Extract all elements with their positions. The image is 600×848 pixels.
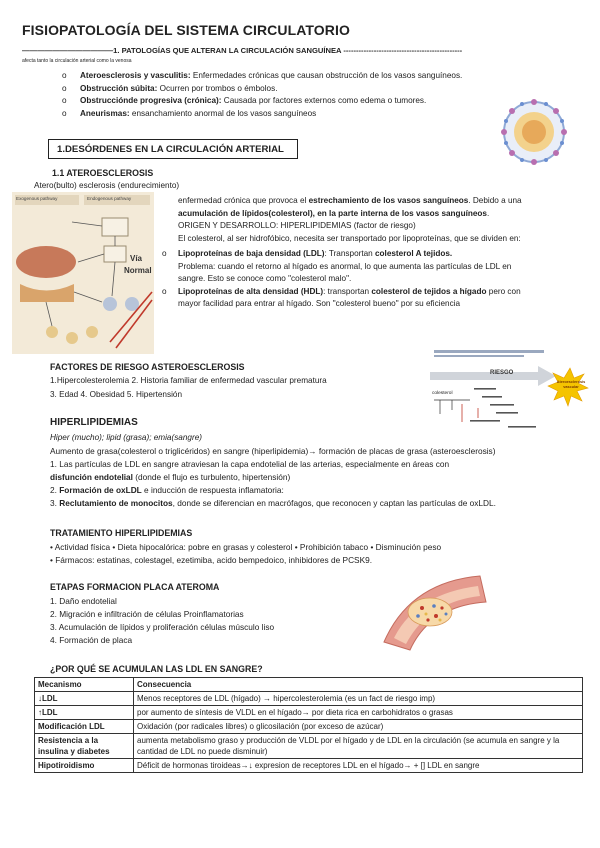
colesterol-label: colesterol <box>432 391 453 396</box>
risk-factors-heading: FACTORES DE RIESGO ASTEROESCLEROSIS <box>50 362 245 372</box>
text-line: 1. Las partículas de LDL en sangre atraviesan la capa endotelial de las arterias, especialmente en áreas con <box>50 459 450 469</box>
mechanism-table <box>34 677 583 773</box>
hyperlipidemia-etymology: Hiper (mucho); lipid (grasa); emia(sangre) <box>50 433 202 442</box>
risk-diagram <box>430 348 590 440</box>
text-line: disfunción endotelial (donde el flujo es turbulento, hipertensión) <box>50 472 291 482</box>
arterial-disorders-heading: 1.DESÓRDENES EN LA CIRCULACIÓN ARTERIAL <box>48 139 298 159</box>
cholesterol-line: El colesterol, al ser hidrofóbico, necesita ser transportado por lipoproteínas, que se dividen en: <box>178 233 521 243</box>
list-item: 4. Formación de placa <box>50 635 133 645</box>
table-header-row <box>35 678 583 692</box>
item-text: Ocurren por trombos o émbolos. <box>157 83 278 93</box>
dashes-left: ———————————— <box>22 46 114 55</box>
list-item <box>60 83 462 96</box>
atherosclerosis-heading: 1.1 ATEROESCLEROSIS <box>52 168 154 178</box>
risk-figure <box>430 348 590 440</box>
bullet-marker: o <box>62 71 67 80</box>
cell-consequence: Oxidación (por radicales libres) o glicosilación (por exceso de azúcar) <box>134 720 583 734</box>
text-line: 3. Reclutamiento de monocitos, donde se diferencian en macrófagos, que reconocen y captan las partículas de oxLDL. <box>50 498 496 508</box>
cell-consequence: Déficit de hormonas tiroideas→↓ expresion de receptores LDL en el hígado→ + [] LDL en sangre <box>134 759 583 773</box>
text-line: acumulación de lípidos(colesterol), en la parte interna de los vasos sanguíneos. <box>178 208 490 218</box>
artery-illustration <box>380 572 490 654</box>
risk-label: RIESGO <box>490 370 514 376</box>
hdl-line-2: mayor facilidad para entrar al hígado. Son "colesterol bueno" por su eficiencia <box>178 299 461 309</box>
atherosclerosis-text <box>178 195 588 245</box>
ldl-line: o Lipoproteínas de baja densidad (LDL): Transportan colesterol A tejidos. <box>162 249 453 258</box>
header-consequence: Consecuencia <box>134 678 583 692</box>
hdl-line: o Lipoproteínas de alta densidad (HDL): transportan colesterol de tejidos a hígado pero con <box>162 286 521 296</box>
stages-list <box>50 595 274 647</box>
origin-line: ORIGEN Y DESARROLLO: HIPERLIPIDEMIAS (factor de riesgo) <box>178 221 416 231</box>
cell-mechanism: Modificación LDL <box>35 720 134 734</box>
risk-factors-line2: 3. Edad 4. Obesidad 5. Hipertensión <box>50 390 182 399</box>
why-ldl-heading: ¿POR QUÉ SE ACUMULAN LAS LDL EN SANGRE? <box>50 664 263 674</box>
cell-mechanism: ↑LDL <box>35 706 134 720</box>
lipoprotein-list <box>162 248 588 311</box>
lipoprotein-illustration <box>498 96 570 168</box>
risk-factors-line1: 1.Hipercolesterolemia 2. Historia familiar de enfermedad vascular prematura <box>50 376 327 385</box>
text-line: • Fármacos: estatinas, colestagel, ezetimiba, acido bempedoico, inhibidores de PCSK9. <box>50 555 373 565</box>
text-line: 2. Formación de oxLDL e inducción de respuesta inflamatoria: <box>50 485 284 495</box>
sun-label: Ateroesclerosis vascular <box>556 380 586 389</box>
problem-line: Problema: cuando el retorno al hígado es anormal, lo que aumenta las partículas de LDL en <box>178 261 512 271</box>
cell-consequence: por aumento de síntesis de VLDL en el hígado→ por dieta rica en carbohidratos o grasas <box>134 706 583 720</box>
treatment-text <box>50 541 592 567</box>
atherosclerosis-etymology: Atero(bulto) esclerosis (endurecimiento) <box>34 181 180 190</box>
via-label: Vía <box>130 254 143 263</box>
list-item <box>60 95 462 108</box>
cell-mechanism: Resistencia a la insulina y diabetes <box>35 734 134 759</box>
problem-line: sangre. Esto se conoce como "colesterol malo". <box>178 274 352 284</box>
text-line: • Actividad física • Dieta hipocalórica: pobre en grasas y colesterol • Prohibición tabaco • Disminución peso <box>50 542 442 552</box>
page-title: FISIOPATOLOGÍA DEL SISTEMA CIRCULATORIO <box>22 22 350 38</box>
bullet-marker: o <box>62 108 67 118</box>
item-text: Enfermedades crónicas que causan obstrucción de los vasos sanguíneos. <box>190 71 463 80</box>
text-line: Aumento de grasa(colesterol o triglicéridos) en sangre (hiperlipidemia)→ formación de placas de grasa (asteroesclerosis) <box>50 446 496 456</box>
header-mechanism: Mecanismo <box>35 678 134 692</box>
section1-subtitle: afecta tanto la circulación arterial como la venosa <box>22 58 132 64</box>
bullet-marker: o <box>62 83 67 93</box>
hyperlipidemia-text <box>50 445 592 510</box>
pathology-list <box>60 70 462 120</box>
list-item <box>60 108 462 121</box>
item-term: Obstrucciónde progresiva (crónica): <box>80 96 222 106</box>
list-item <box>60 70 462 83</box>
cell-consequence: aumenta metabolismo graso y producción de VLDL por el hígado y de LDL en la circulación (se acumula en sangre y la cantidad de LDL no puede disminuir) <box>134 734 583 759</box>
normal-label: Normal <box>124 266 152 275</box>
section1-heading-line <box>22 46 588 55</box>
treatment-heading: TRATAMIENTO HIPERLIPIDEMIAS <box>50 528 193 538</box>
text-line: enfermedad crónica que provoca el estrechamiento de los vasos sanguíneos. Debido a una <box>178 196 522 205</box>
dashes-right: ----------------------------------------------- <box>343 46 463 55</box>
hyperlipidemia-heading: HIPERLIPIDEMIAS <box>50 417 138 428</box>
bullet-marker: o <box>62 96 67 106</box>
item-term: Obstrucción súbita: <box>80 83 158 93</box>
section1-heading: 1. PATOLOGÍAS QUE ALTERAN LA CIRCULACIÓN SANGUÍNEA <box>113 46 342 55</box>
item-term: Ateroesclerosis y vasculitis: <box>80 71 191 80</box>
list-item: 1. Daño endotelial <box>50 596 117 606</box>
list-item: 2. Migración e infiltración de células Proinflamatorias <box>50 609 244 619</box>
item-term: Aneurismas: <box>80 108 130 118</box>
pathway-label-left: Exogenous pathway <box>16 196 58 201</box>
list-item: 3. Acumulación de lípidos y proliferación células músculo liso <box>50 622 275 632</box>
table-row <box>35 692 583 706</box>
cell-mechanism: Hipotiroidismo <box>35 759 134 773</box>
table-row <box>35 759 583 773</box>
cell-consequence: Menos receptores de LDL (hígado) → hipercolesterolemia (es un fact de riesgo imp) <box>134 692 583 706</box>
item-text: Causada por factores externos como edema o tumores. <box>221 96 427 106</box>
table-row <box>35 706 583 720</box>
table-row <box>35 720 583 734</box>
item-text: ensanchamiento anormal de los vasos sanguíneos <box>129 108 317 118</box>
table-row <box>35 734 583 759</box>
stages-heading: ETAPAS FORMACION PLACA ATEROMA <box>50 582 220 592</box>
pathway-label-right: Endogenous pathway <box>87 196 132 201</box>
cell-mechanism: ↓LDL <box>35 692 134 706</box>
lipoprotein-pathway-figure <box>12 192 154 354</box>
